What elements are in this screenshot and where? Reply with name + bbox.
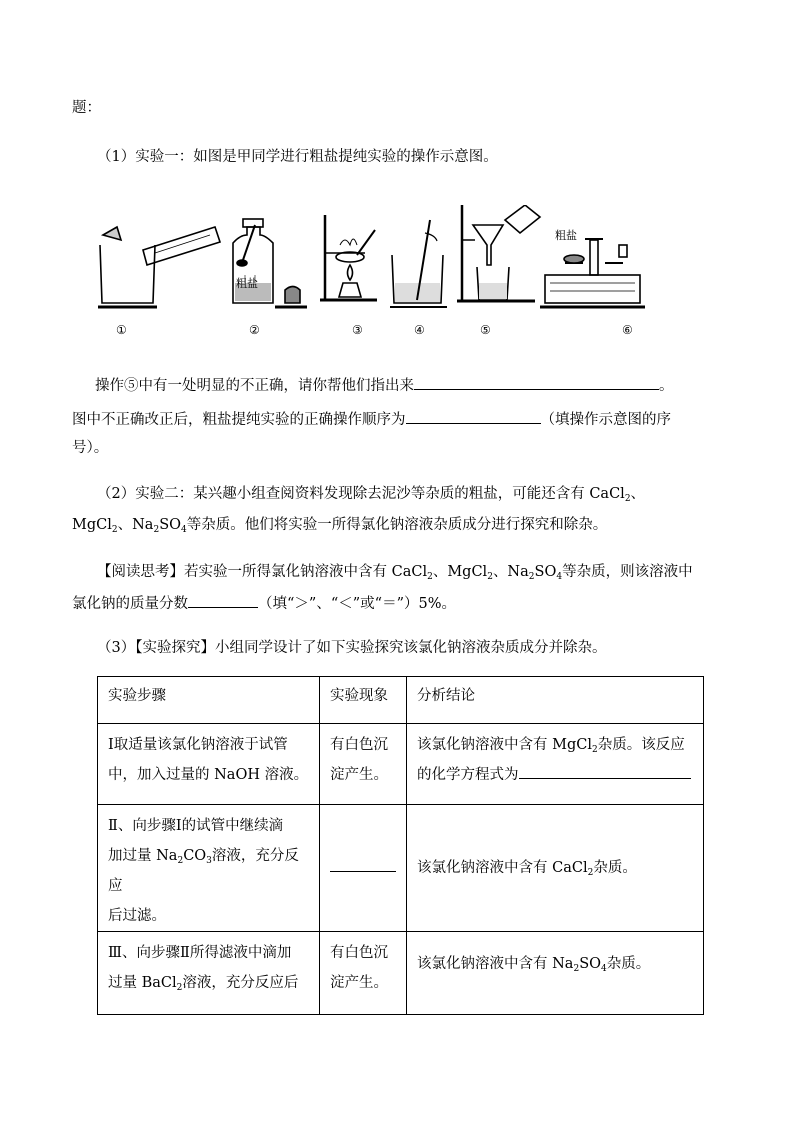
- row1-obs-b: 淀产生。: [330, 767, 388, 783]
- think-text-d: SO: [534, 564, 557, 580]
- q2-line1-sep: 、: [630, 486, 646, 502]
- row2-step-b: 加过量 Na: [108, 848, 178, 864]
- subscript: 2: [624, 494, 631, 504]
- q1-line3: 号）。: [72, 440, 109, 456]
- figure-label-1: ①: [116, 323, 127, 337]
- figure-label-6: ⑥: [622, 323, 633, 337]
- subscript: 2: [153, 525, 160, 535]
- row3-obs-a: 有白色沉: [330, 945, 388, 961]
- row2-step-d: 溶液，充分反应: [108, 848, 299, 894]
- row3-concl-b: SO: [579, 956, 602, 972]
- header-step: 实验步骤: [108, 688, 166, 704]
- think-text-f: 氯化钠的质量分数: [72, 596, 188, 612]
- row1-step-b: 中，加入过量的 NaOH 溶液。: [108, 767, 309, 783]
- answer-blank-5[interactable]: [330, 856, 396, 872]
- answer-blank-2[interactable]: [406, 408, 541, 424]
- row2-concl-b: 杂质。: [593, 860, 637, 876]
- subscript: 2: [427, 572, 433, 582]
- subscript: 2: [528, 572, 535, 582]
- subscript: 2: [177, 856, 184, 866]
- think-text-a: 【阅读思考】若实验一所得氯化钠溶液中含有 CaCl: [97, 564, 428, 580]
- q1-line1-text: 操作⑤中有一处明显的不正确，请你帮他们指出来: [95, 378, 414, 394]
- answer-blank-4[interactable]: [519, 763, 691, 779]
- subscript: 2: [176, 983, 183, 993]
- table-header-row: [98, 677, 704, 724]
- q1-line1-end: 。: [659, 378, 674, 394]
- header-observation: 实验现象: [330, 688, 388, 704]
- intro-text: 题：: [72, 100, 101, 116]
- row3-conclusion: [407, 932, 703, 979]
- bottle-label: 粗盐: [236, 277, 258, 290]
- row3-concl-c: 杂质。: [606, 956, 651, 972]
- row2-conclusion: [407, 853, 703, 883]
- subscript: 2: [573, 964, 580, 974]
- table-row: [98, 932, 704, 1015]
- row2-step-e: 后过滤。: [108, 908, 166, 924]
- balance-icon: [545, 275, 640, 303]
- row2-step-a: Ⅱ、向步骤Ⅰ的试管中继续滴: [108, 818, 284, 834]
- subscript: 4: [181, 525, 187, 535]
- q2-line2-text: 等杂质。他们将实验一所得氯化钠溶液杂质成分进行探究和除杂。: [186, 517, 608, 533]
- row3-step-a: Ⅲ、向步骤Ⅱ所得滤液中滴加: [108, 945, 292, 961]
- beaker-icon: [100, 245, 155, 303]
- subscript: 2: [587, 868, 594, 878]
- think-text-b: 、MgCl: [432, 564, 488, 580]
- subscript: 2: [487, 572, 493, 582]
- balance-label: 粗盐: [555, 229, 577, 242]
- row1-concl-a: 该氯化钠溶液中含有 MgCl: [417, 737, 592, 753]
- answer-blank-1[interactable]: [414, 374, 659, 390]
- q3-text: （3）【实验探究】小组同学设计了如下实验探究该氯化钠溶液杂质成分并除杂。: [97, 640, 607, 656]
- alcohol-lamp-icon: [339, 283, 361, 297]
- experiment-figure: [95, 205, 655, 335]
- figure-label-3: ③: [352, 323, 363, 337]
- think-line1: [97, 562, 693, 582]
- row3-observation: [320, 932, 406, 998]
- row2-step-c: CO: [183, 848, 207, 864]
- formula-so: SO: [159, 517, 182, 533]
- figure-label-4: ④: [414, 323, 425, 337]
- row3-obs-b: 淀产生。: [330, 975, 388, 991]
- row3-step: [98, 932, 319, 998]
- subscript: 4: [556, 572, 563, 582]
- table-row: [98, 805, 704, 932]
- row1-conclusion: [407, 724, 703, 790]
- figure-label-5: ⑤: [480, 323, 491, 337]
- row3-step-b: 过量 BaCl: [108, 975, 177, 991]
- row1-concl-b: 杂质。该反应: [597, 737, 685, 753]
- row3-step-c: 溶液，充分反应后: [182, 975, 299, 991]
- row1-obs-a: 有白色沉: [330, 737, 388, 753]
- think-text-c: 、Na: [492, 564, 529, 580]
- row1-observation: [320, 724, 406, 790]
- answer-blank-3[interactable]: [188, 592, 258, 608]
- row1-step: [98, 724, 319, 790]
- row3-concl-a: 该氯化钠溶液中含有 Na: [417, 956, 574, 972]
- row1-concl-c: 的化学方程式为: [417, 767, 519, 783]
- funnel-icon: [473, 225, 503, 265]
- think-text-e: 等杂质，则该溶液中: [562, 564, 693, 580]
- q2-line1: [97, 484, 645, 504]
- figure-label-2: ②: [249, 323, 260, 337]
- experiment-table: [97, 676, 704, 1015]
- q2-line2: [72, 515, 607, 535]
- table-row: [98, 724, 704, 805]
- subscript: 2: [111, 525, 118, 535]
- q1-text: （1）实验一：如图是甲同学进行粗盐提纯实验的操作示意图。: [97, 149, 498, 165]
- subscript: 2: [591, 745, 598, 755]
- row1-step-a: Ⅰ取适量该氯化钠溶液于试管: [108, 737, 288, 753]
- q1-line1: [95, 374, 674, 396]
- formula-mgcl: MgCl: [72, 517, 112, 533]
- header-conclusion: 分析结论: [417, 688, 475, 704]
- row2-concl-a: 该氯化钠溶液中含有 CaCl: [417, 860, 588, 876]
- subscript: 4: [601, 964, 607, 974]
- formula-na: 、Na: [117, 517, 154, 533]
- q2-line1-text: （2）实验二：某兴趣小组查阅资料发现除去泥沙等杂质的粗盐，可能还含有 CaCl: [97, 486, 625, 502]
- row2-observation: [320, 853, 406, 883]
- q1-line2-end: （填操作示意图的序: [540, 412, 671, 428]
- q1-line2-text: 图中不正确改正后，粗盐提纯实验的正确操作顺序为: [72, 412, 406, 428]
- q1-line2: [72, 408, 671, 430]
- think-text-g: （填“＞”、“＜”或“＝”）5%。: [258, 596, 456, 612]
- row2-step: Ⅱ、向步骤Ⅰ的试管中继续滴 加过量 $Na_2CO_3$溶液，充分反应 后过滤。: [108, 818, 299, 924]
- think-line2: [72, 592, 456, 614]
